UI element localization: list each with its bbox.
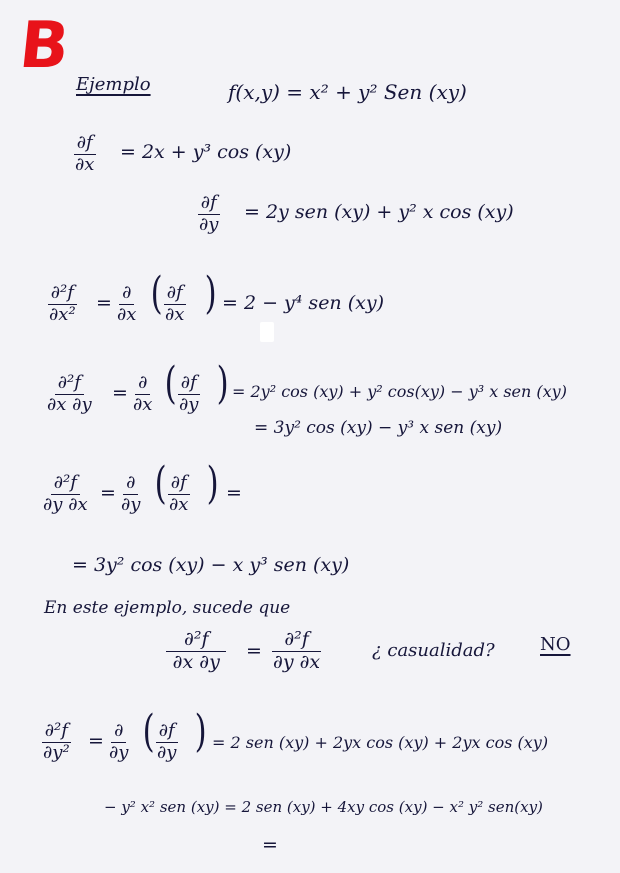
open-paren: ( bbox=[142, 706, 155, 757]
d2f-dy2-expression-2: − y² x² sen (xy) = 2 sen (xy) + 4xy cos (xy) − x² y² sen(xy) bbox=[104, 798, 543, 816]
fraction-numerator: ∂ bbox=[123, 474, 138, 495]
d2f-dydx-fraction bbox=[40, 474, 91, 515]
equals-sign: = bbox=[88, 730, 104, 752]
trailing-equals: = bbox=[226, 482, 242, 504]
mixed-partial-right bbox=[270, 630, 323, 673]
fraction-denominator: ∂x bbox=[169, 493, 189, 515]
inner-fraction bbox=[162, 284, 187, 325]
equals-sign: = bbox=[246, 640, 262, 662]
fraction-numerator: ∂f bbox=[178, 374, 200, 395]
fraction-denominator: ∂y bbox=[121, 493, 141, 515]
partial-operator bbox=[130, 374, 155, 415]
fraction-denominator: ∂y ∂x bbox=[43, 493, 88, 515]
d2f-dxdy-expression-2: = 3y² cos (xy) − y³ x sen (xy) bbox=[254, 418, 503, 438]
open-paren: ( bbox=[164, 358, 177, 409]
section-badge: B bbox=[16, 9, 73, 83]
fraction-denominator: ∂x bbox=[75, 153, 95, 175]
mixed-partial-left bbox=[166, 630, 226, 673]
fraction-denominator: ∂x ∂y bbox=[47, 393, 92, 415]
fraction-numerator: ∂ bbox=[111, 722, 126, 743]
question-text: ¿ casualidad? bbox=[372, 640, 495, 661]
fraction-denominator: ∂x bbox=[133, 393, 153, 415]
equals-sign: = bbox=[100, 482, 116, 504]
fraction-numerator: ∂f bbox=[198, 194, 220, 215]
fraction-denominator: ∂x bbox=[165, 303, 185, 325]
fraction-numerator: ∂f bbox=[156, 722, 178, 743]
d2f-dydx-expression: = 3y² cos (xy) − x y³ sen (xy) bbox=[72, 554, 350, 576]
df-dy-expression: = 2y sen (xy) + y² x cos (xy) bbox=[244, 201, 514, 223]
open-paren: ( bbox=[154, 458, 167, 509]
fraction-denominator: ∂y ∂x bbox=[273, 650, 321, 673]
fraction-numerator: ∂f bbox=[168, 474, 190, 495]
d2f-dx2-fraction bbox=[46, 284, 79, 325]
close-paren: ) bbox=[216, 358, 229, 409]
d2f-dy2-fraction bbox=[40, 722, 73, 763]
fraction-denominator: ∂y bbox=[179, 393, 199, 415]
fraction-numerator: ∂ bbox=[119, 284, 134, 305]
inner-fraction bbox=[154, 722, 179, 763]
d2f-dxdy-expression-1: = 2y² cos (xy) + y² cos(xy) − y³ x sen (xy) bbox=[232, 382, 567, 401]
fraction-denominator: ∂y bbox=[109, 741, 129, 763]
inner-fraction bbox=[166, 474, 191, 515]
df-dy-fraction bbox=[196, 194, 221, 235]
open-paren: ( bbox=[150, 268, 163, 319]
note-text: En este ejemplo, sucede que bbox=[44, 598, 291, 618]
fraction-numerator: ∂²f bbox=[166, 630, 226, 652]
close-paren: ) bbox=[204, 268, 217, 319]
close-paren: ) bbox=[206, 458, 219, 509]
fraction-denominator: ∂x bbox=[117, 303, 137, 325]
equals-sign: = bbox=[96, 292, 112, 314]
example-title: Ejemplo bbox=[76, 74, 151, 95]
d2f-dx2-expression: = 2 − y⁴ sen (xy) bbox=[222, 292, 384, 314]
fraction-numerator: ∂ bbox=[135, 374, 150, 395]
fraction-numerator: ∂f bbox=[74, 134, 96, 155]
close-paren: ) bbox=[194, 706, 207, 757]
answer-text: NO bbox=[540, 634, 571, 655]
fraction-numerator: ∂f bbox=[164, 284, 186, 305]
function-definition: f(x,y) = x² + y² Sen (xy) bbox=[228, 80, 467, 104]
equals-sign: = bbox=[112, 382, 128, 404]
df-dx-expression: = 2x + y³ cos (xy) bbox=[120, 141, 292, 163]
fraction-denominator: ∂y bbox=[157, 741, 177, 763]
partial-operator bbox=[118, 474, 143, 515]
fraction-denominator: ∂y² bbox=[43, 741, 70, 763]
fraction-numerator: ∂²f bbox=[272, 630, 320, 652]
fraction-numerator: ∂²f bbox=[51, 474, 80, 495]
d2f-dy2-expression-1: = 2 sen (xy) + 2yx cos (xy) + 2yx cos (xy) bbox=[212, 733, 549, 752]
fraction-denominator: ∂y bbox=[199, 213, 219, 235]
d2f-dxdy-fraction bbox=[44, 374, 95, 415]
partial-operator bbox=[114, 284, 139, 325]
inner-fraction bbox=[176, 374, 201, 415]
partial-operator bbox=[106, 722, 131, 763]
fraction-numerator: ∂²f bbox=[55, 374, 84, 395]
fraction-numerator: ∂²f bbox=[42, 722, 71, 743]
d2f-dy2-expression-3: = bbox=[262, 834, 278, 856]
white-correction-mark bbox=[260, 322, 274, 342]
df-dx-fraction bbox=[72, 134, 97, 175]
fraction-numerator: ∂²f bbox=[48, 284, 77, 305]
fraction-denominator: ∂x ∂y bbox=[172, 650, 220, 673]
fraction-denominator: ∂x² bbox=[49, 303, 76, 325]
